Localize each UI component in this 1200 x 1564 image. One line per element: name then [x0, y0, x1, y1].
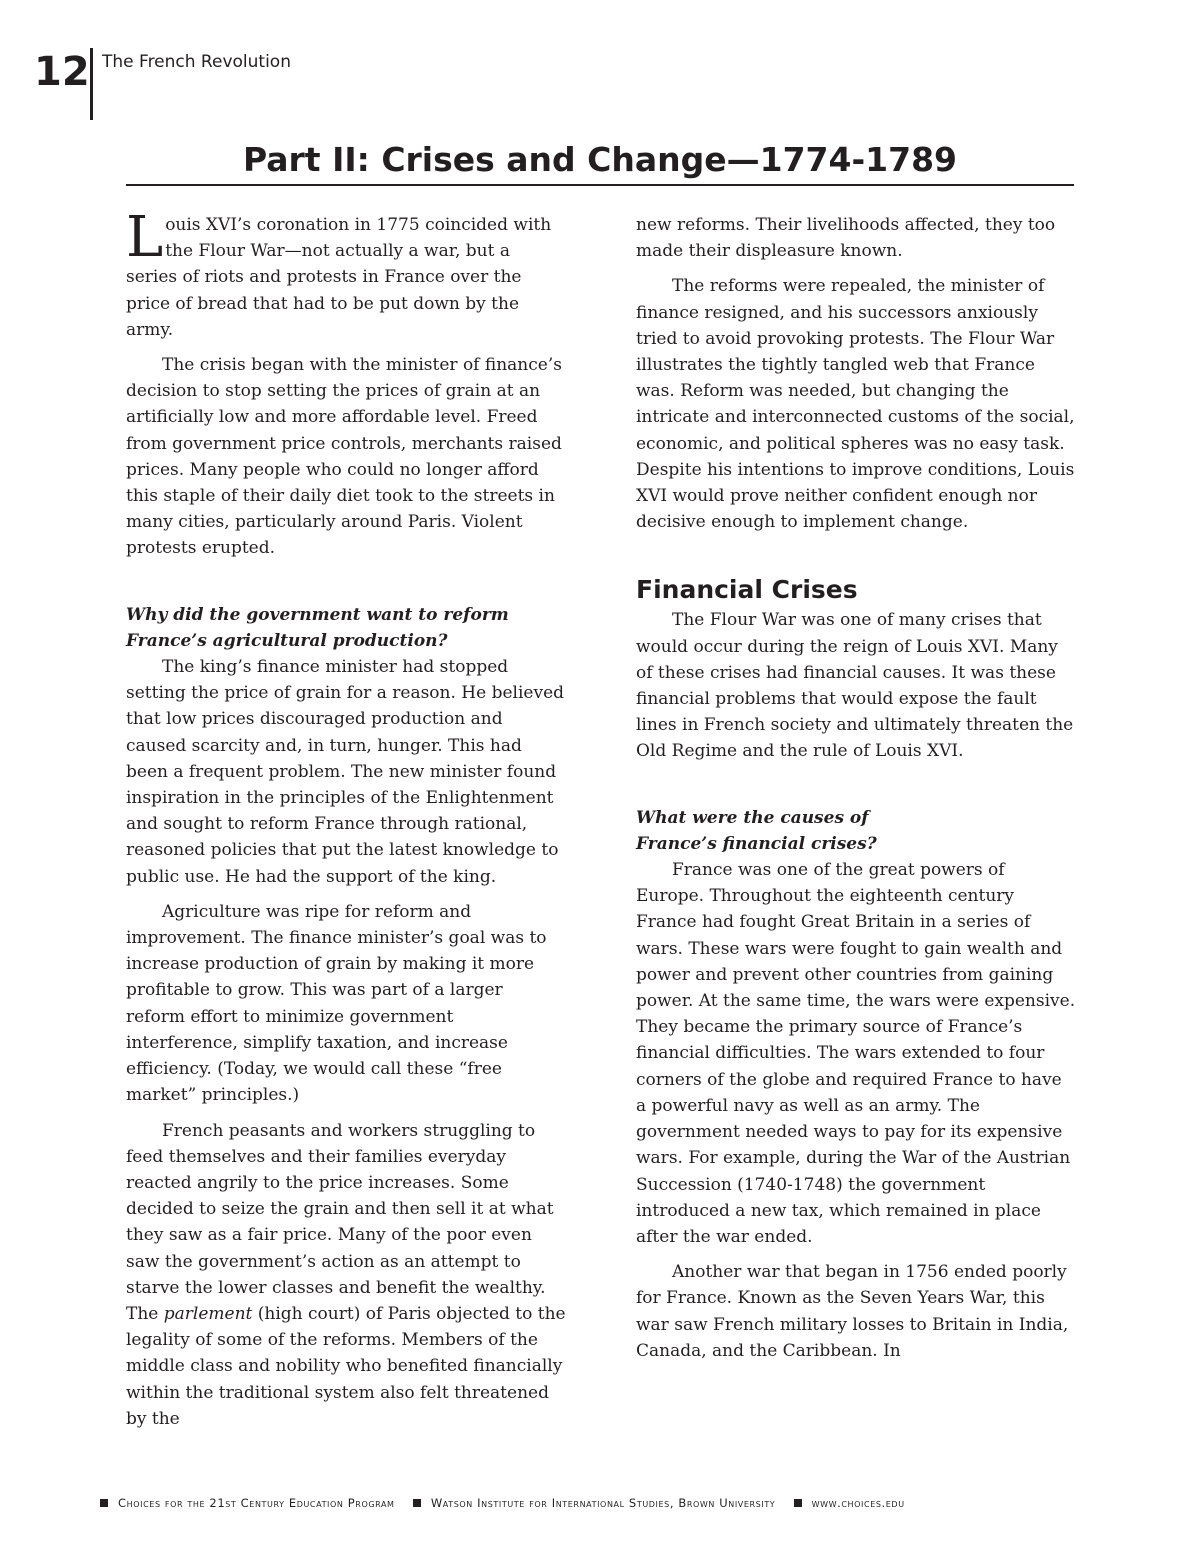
square-bullet-icon: [794, 1499, 802, 1507]
square-bullet-icon: [100, 1499, 108, 1507]
page-number: 12: [34, 49, 90, 95]
body-text: (high court) of Paris objected to the legality of some of the reforms. Members of the middle class and nobility who benefited financially within the traditional system also felt threatened by the: [126, 1303, 566, 1429]
body-paragraph: [126, 1118, 566, 1432]
italic-term: parlement: [163, 1303, 253, 1324]
body-paragraph: new reforms. Their livelihoods affected, they too made their displeasure known.: [636, 215, 1056, 262]
footer: [100, 1496, 1100, 1510]
question-line: Why did the government want to reform: [126, 604, 509, 625]
question-line: France’s financial crises?: [636, 833, 877, 854]
footer-program: Choices for the 21st Century Education Program: [118, 1496, 395, 1510]
intro-text: ouis XVI’s coronation in 1775 coincided with the Flour War—not actually a war, but a series of riots and protests in France over the price of bread that had to be put down by the army.: [126, 215, 552, 340]
footer-institute: Watson Institute for International Studies, Brown University: [430, 1496, 776, 1510]
left-column: [126, 205, 566, 1441]
body-paragraph: France was one of the great powers of Europe. Throughout the eighteenth century France had fought Great Britain in a series of wars. These wars were fought to gain wealth and power and prevent other countries from gaining power. At the same time, the wars were expensive. They became the primary source of France’s financial difficulties. The wars extended to four corners of the globe and required France to have a powerful navy as well as an army. The government needed ways to pay for its expensive wars. For example, during the War of the Austrian Succession (1740-1748) the government introduced a new tax, which remained in place after the war ended.: [636, 860, 1076, 1247]
body-paragraph: The king’s finance minister had stopped setting the price of grain for a reason. He believed that low prices discouraged production and caused scarcity and, in turn, hunger. This had been a frequent problem. The new minister found inspiration in the principles of the Enlightenment and sought to reform France through rational, reasoned policies that put the latest knowledge to public use. He had the support of the king.: [126, 657, 565, 887]
question-line: What were the causes of: [636, 807, 869, 828]
running-head: The French Revolution: [102, 52, 291, 72]
drop-cap: L: [126, 205, 164, 270]
body-paragraph: Another war that began in 1756 ended poorly for France. Known as the Seven Years War, this war saw French military losses to Britain in India, Canada, and the Caribbean. In: [636, 1262, 1069, 1361]
title-rule: [126, 184, 1074, 186]
intro-paragraph: [126, 205, 566, 343]
body-paragraph: The crisis began with the minister of finance’s decision to stop setting the prices of grain at an artificially low and more affordable level. Freed from government price controls, merchants raised prices. Many people who could no longer afford this staple of their daily diet took to the streets in many cities, particularly around Paris. Violent protests erupted.: [126, 355, 562, 559]
question-heading: [126, 602, 566, 654]
question-heading: [636, 805, 1076, 857]
section-heading: Financial Crises: [636, 575, 858, 605]
footer-website: www.choices.edu: [811, 1496, 905, 1510]
body-paragraph: Agriculture was ripe for reform and improvement. The finance minister’s goal was to increase production of grain by making it more profitable to grow. This was part of a larger reform effort to minimize government interference, simplify taxation, and increase efficiency. (Today, we would call these “free market” principles.): [126, 901, 547, 1106]
body-text: French peasants and workers struggling to feed themselves and their families everyday reacted angrily to the price increases. Some decided to seize the grain and then sell it at what they saw as a fair price. Many of the poor even saw the government’s action as an attempt to starve the lower classes and benefit the wealthy. The: [126, 1120, 554, 1324]
right-column: [636, 212, 1076, 1373]
question-line: France’s agricultural production?: [126, 630, 448, 651]
square-bullet-icon: [413, 1499, 421, 1507]
page-title: Part II: Crises and Change—1774-1789: [242, 140, 958, 179]
header-divider: [90, 48, 93, 120]
body-paragraph: The Flour War was one of many crises that would occur during the reign of Louis XVI. Many of these crises had financial causes. It was these financial problems that would expose the fault lines in French society and ultimately threaten the Old Regime and the rule of Louis XVI.: [636, 610, 1074, 762]
body-paragraph: The reforms were repealed, the minister of finance resigned, and his successors anxiously tried to avoid provoking protests. The Flour War illustrates the tightly tangled web that France was. Reform was needed, but changing the intricate and interconnected customs of the social, economic, and political spheres was no easy task. Despite his intentions to improve conditions, Louis XVI would prove neither confident enough nor decisive enough to implement change.: [636, 276, 1075, 533]
